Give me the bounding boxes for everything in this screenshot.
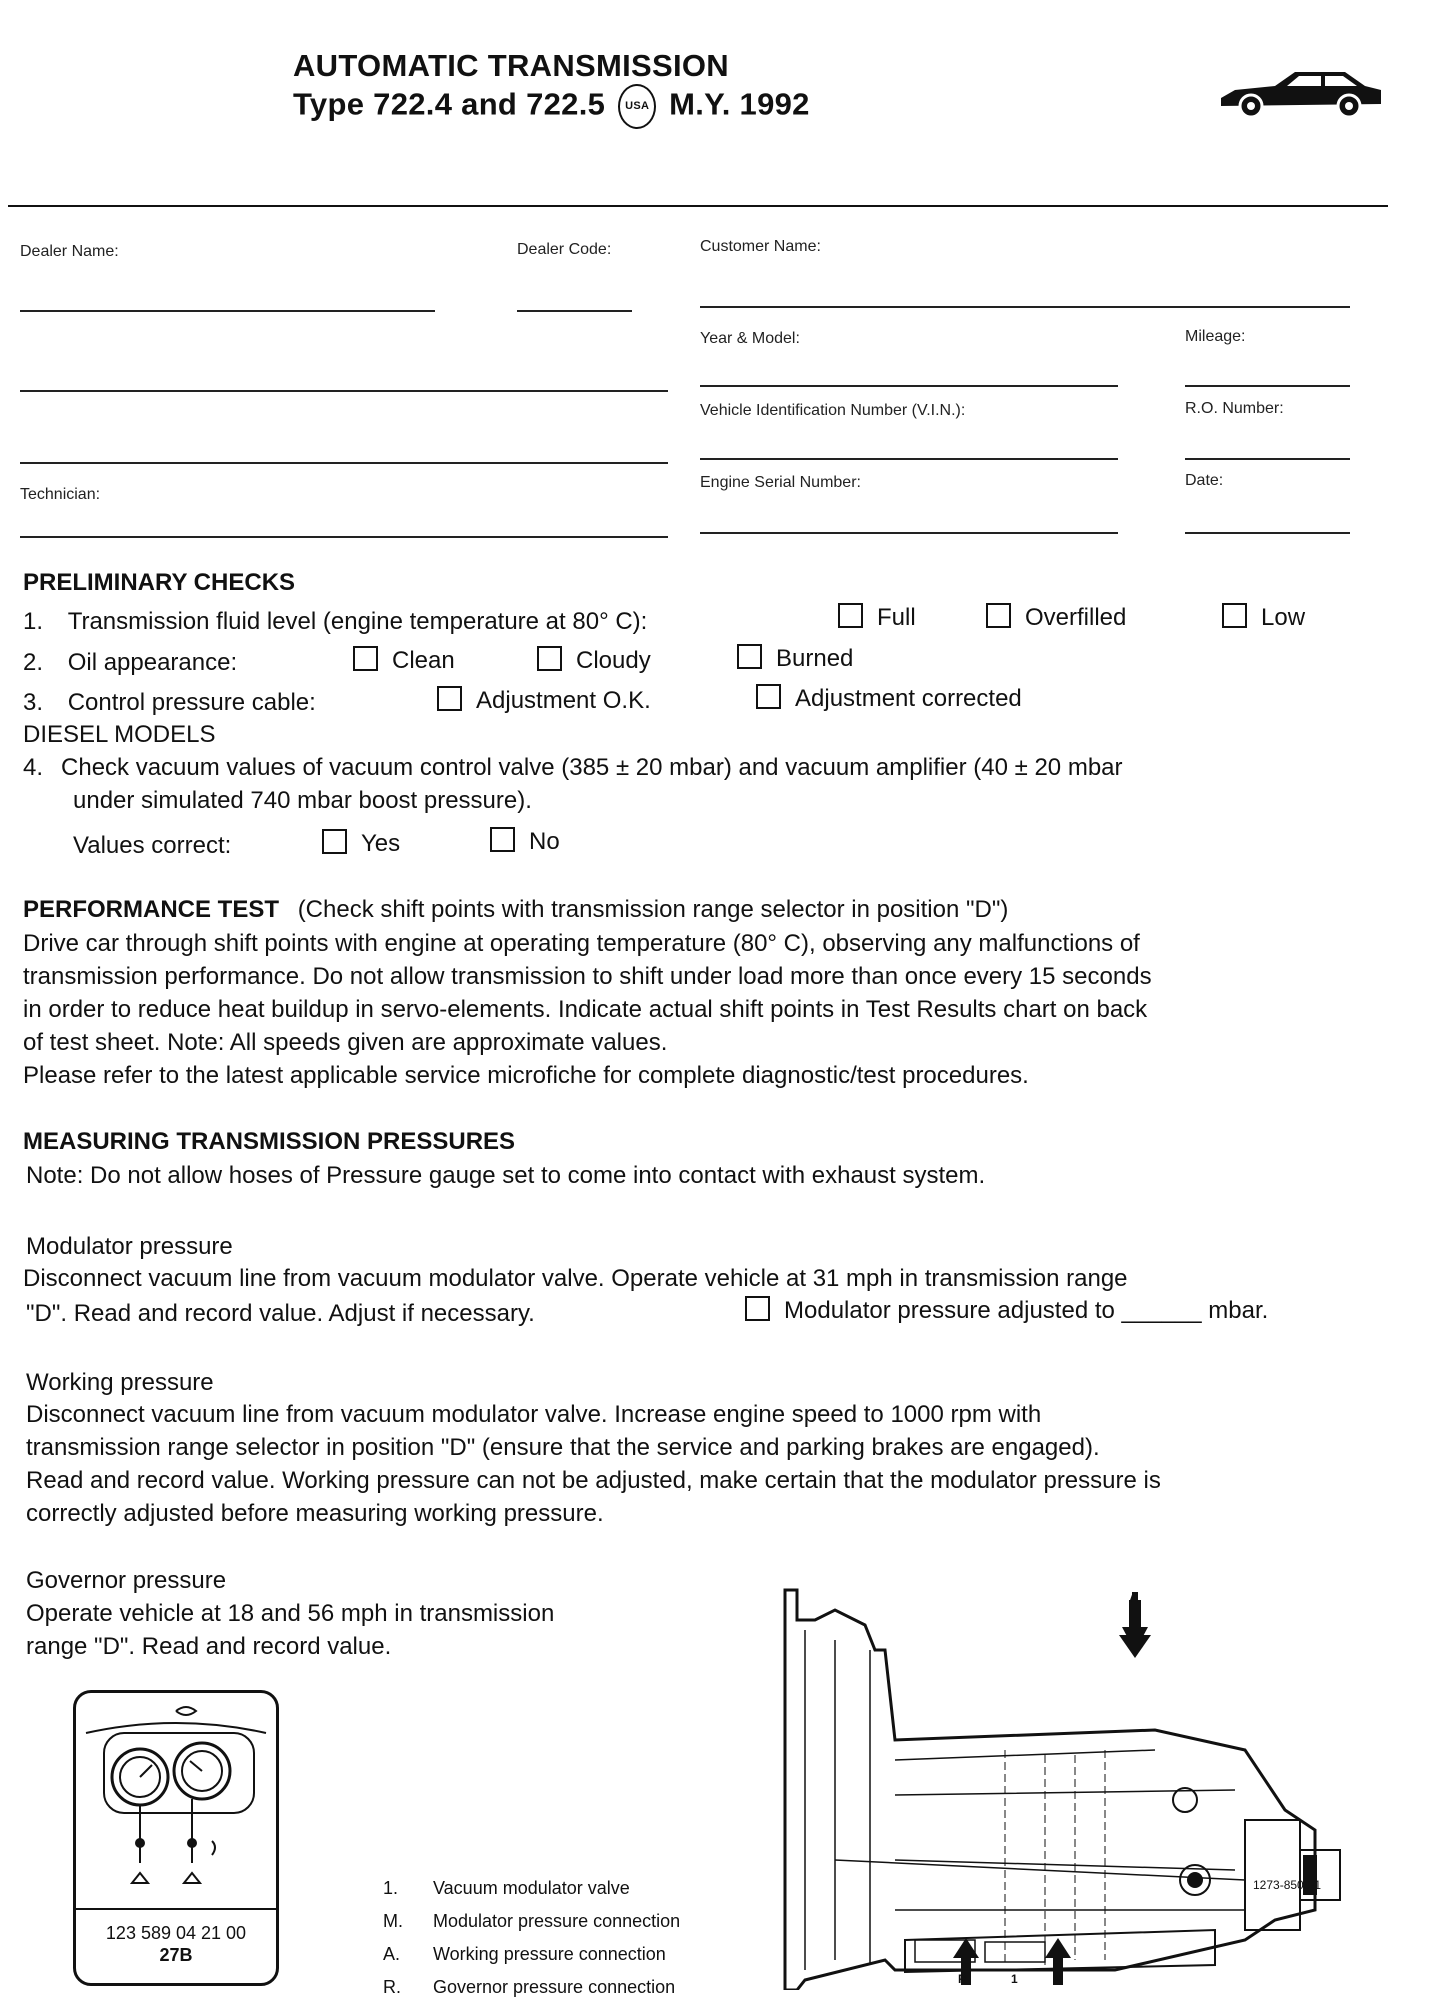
technician-field[interactable]: [20, 536, 668, 538]
modulator-title: Modulator pressure: [26, 1233, 233, 1260]
diagram-legend: [383, 1872, 680, 2004]
paragraph-line: Operate vehicle at 18 and 56 mph in transmission: [26, 1600, 555, 1627]
checkbox[interactable]: [986, 603, 1011, 628]
year-model-field[interactable]: [700, 385, 1118, 387]
option-label: Low: [1261, 604, 1306, 631]
option-clean[interactable]: [353, 644, 455, 677]
prelim-item-1: [23, 605, 647, 638]
checkbox[interactable]: [737, 644, 762, 669]
gauge-part-number: 123 589 04 21 00: [105, 1923, 247, 1943]
header-divider: [8, 205, 1388, 207]
item-number: 1.: [23, 608, 44, 635]
paragraph-line: Please refer to the latest applicable service microfiche for complete diagnostic/test procedures.: [23, 1062, 1029, 1089]
paragraph-line: transmission range selector in position "D" (ensure that the service and parking brakes are engaged).: [26, 1434, 1100, 1461]
working-text: [26, 1398, 1161, 1530]
dealer-name-field[interactable]: [20, 310, 435, 312]
paragraph-line: transmission performance. Do not allow transmission to shift under load more than once every 15 seconds: [23, 963, 1152, 990]
paragraph-line: Read and record value. Working pressure can not be adjusted, make certain that the modulator pressure is: [26, 1467, 1161, 1494]
legend-item: [383, 1905, 680, 1938]
mileage-label: Mileage:: [1185, 328, 1246, 345]
prelim-item-4: [23, 751, 1123, 817]
dealer-code-label: Dealer Code:: [517, 241, 612, 258]
option-label: Modulator pressure adjusted to ______ mbar.: [784, 1297, 1269, 1324]
item-number: 4.: [23, 754, 44, 781]
diesel-models-heading: DIESEL MODELS: [23, 721, 216, 748]
checkbox[interactable]: [353, 646, 378, 671]
legend-text: Governor pressure connection: [433, 1977, 676, 1997]
legend-item: [383, 1938, 680, 1971]
performance-heading-note: (Check shift points with transmission range selector in position "D"): [297, 896, 1009, 923]
legend-item: [383, 1872, 680, 1905]
governor-title: Governor pressure: [26, 1567, 227, 1594]
paragraph-line: range "D". Read and record value.: [26, 1633, 392, 1660]
option-label: Cloudy: [576, 647, 651, 674]
option-no[interactable]: [490, 825, 560, 858]
mileage-field[interactable]: [1185, 385, 1350, 387]
technician-label: Technician:: [20, 486, 101, 503]
checkbox[interactable]: [1222, 603, 1247, 628]
transmission-diagram: [775, 1580, 1365, 1990]
modulator-line-2: "D". Read and record value. Adjust if necessary.: [26, 1300, 535, 1327]
prelim-item-3: [23, 686, 316, 719]
bottom-label-m: M: [1053, 1972, 1063, 1986]
option-label: Adjustment corrected: [795, 685, 1022, 712]
year-model-label: Year & Model:: [700, 330, 800, 347]
bottom-label-1: 1: [1011, 1972, 1018, 1986]
modulator-line-1: Disconnect vacuum line from vacuum modulator valve. Operate vehicle at 31 mph in transmission range: [23, 1265, 1128, 1292]
preliminary-heading: PRELIMINARY CHECKS: [23, 569, 296, 596]
item-text-continued: under simulated 740 mbar boost pressure).: [73, 787, 532, 814]
legend-key: 1.: [383, 1878, 399, 1898]
legend-text: Modulator pressure connection: [433, 1911, 681, 1931]
checkbox[interactable]: [322, 829, 347, 854]
dealer-address-line-1[interactable]: [20, 390, 668, 392]
engine-serial-label: Engine Serial Number:: [700, 474, 861, 491]
option-label: Clean: [392, 647, 455, 674]
measuring-note: Note: Do not allow hoses of Pressure gauge set to come into contact with exhaust system.: [26, 1162, 986, 1189]
ro-number-field[interactable]: [1185, 458, 1350, 460]
engine-serial-field[interactable]: [700, 532, 1118, 534]
performance-heading-line: [23, 893, 1008, 926]
values-correct-label: Values correct:: [73, 832, 232, 859]
option-yes[interactable]: [322, 827, 400, 860]
usa-badge: USA: [618, 84, 656, 129]
item-text: Control pressure cable:: [67, 689, 316, 716]
item-text: Check vacuum values of vacuum control valve (385 ± 20 mbar) and vacuum amplifier (40 ± 20 mbar: [61, 754, 1123, 781]
dealer-code-field[interactable]: [517, 310, 632, 312]
paragraph-line: Disconnect vacuum line from vacuum modulator valve. Increase engine speed to 1000 rpm with: [26, 1401, 1042, 1428]
car-icon: [1215, 60, 1385, 127]
governor-text: [26, 1597, 554, 1663]
dealer-name-label: Dealer Name:: [20, 243, 119, 260]
measuring-heading: MEASURING TRANSMISSION PRESSURES: [23, 1128, 516, 1155]
option-label: No: [529, 828, 560, 855]
date-field[interactable]: [1185, 532, 1350, 534]
paragraph-line: in order to reduce heat buildup in servo-elements. Indicate actual shift points in Test Results chart on back: [23, 996, 1148, 1023]
performance-heading: PERFORMANCE TEST: [23, 896, 280, 923]
vin-label: Vehicle Identification Number (V.I.N.):: [700, 402, 966, 419]
option-adjustment-corrected[interactable]: [756, 682, 1022, 715]
legend-text: Vacuum modulator valve: [433, 1878, 630, 1898]
legend-key: A.: [383, 1944, 401, 1964]
paragraph-line: of test sheet. Note: All speeds given are approximate values.: [23, 1029, 668, 1056]
gauge-code: 27B: [159, 1945, 193, 1965]
title-line-1: AUTOMATIC TRANSMISSION: [293, 48, 729, 83]
gauge-set-illustration: [73, 1690, 279, 1986]
legend-text: Working pressure connection: [433, 1944, 666, 1964]
legend-key: R.: [383, 1977, 401, 1997]
paragraph-line: Drive car through shift points with engine at operating temperature (80° C), observing any malfunctions of: [23, 930, 1140, 957]
customer-name-field[interactable]: [700, 306, 1350, 308]
dealer-address-line-2[interactable]: [20, 462, 668, 464]
checkbox[interactable]: [745, 1296, 770, 1321]
diagram-reference: 1273-8503-1: [1253, 1878, 1322, 1892]
checkbox[interactable]: [838, 603, 863, 628]
bottom-label-r: R: [958, 1972, 967, 1986]
vin-field[interactable]: [700, 458, 1118, 460]
item-number: 3.: [23, 689, 44, 716]
option-label: Full: [877, 604, 916, 631]
option-modulator-adjusted[interactable]: [745, 1294, 1268, 1327]
checkbox[interactable]: [537, 646, 562, 671]
ro-number-label: R.O. Number:: [1185, 400, 1284, 417]
checkbox[interactable]: [437, 686, 462, 711]
legend-item: [383, 1971, 680, 2004]
title-line-2: [293, 84, 810, 129]
prelim-item-2: [23, 646, 237, 679]
option-overfilled[interactable]: [986, 601, 1126, 634]
checkbox[interactable]: [756, 684, 781, 709]
item-number: 2.: [23, 649, 44, 676]
title-type: Type 722.4 and 722.5: [293, 86, 606, 122]
performance-text: [23, 927, 1152, 1092]
option-full[interactable]: [838, 601, 916, 634]
page-title: [293, 47, 810, 129]
option-burned[interactable]: [737, 642, 853, 675]
option-label: Burned: [776, 645, 854, 672]
legend-key: M.: [383, 1911, 403, 1931]
customer-name-label: Customer Name:: [700, 238, 821, 255]
paragraph-line: correctly adjusted before measuring working pressure.: [26, 1500, 604, 1527]
date-label: Date:: [1185, 472, 1224, 489]
option-cloudy[interactable]: [537, 644, 651, 677]
working-title: Working pressure: [26, 1369, 214, 1396]
arrow-a-label: A: [1129, 1590, 1139, 1605]
item-text: Oil appearance:: [67, 649, 238, 676]
checkbox[interactable]: [490, 827, 515, 852]
option-label: Overfilled: [1025, 604, 1127, 631]
option-label: Adjustment O.K.: [476, 687, 651, 714]
option-low[interactable]: [1222, 601, 1305, 634]
item-text: Transmission fluid level (engine temperature at 80° C):: [67, 608, 648, 635]
option-label: Yes: [361, 830, 401, 857]
title-model-year: M.Y. 1992: [669, 86, 810, 122]
option-adjustment-ok[interactable]: [437, 684, 651, 717]
